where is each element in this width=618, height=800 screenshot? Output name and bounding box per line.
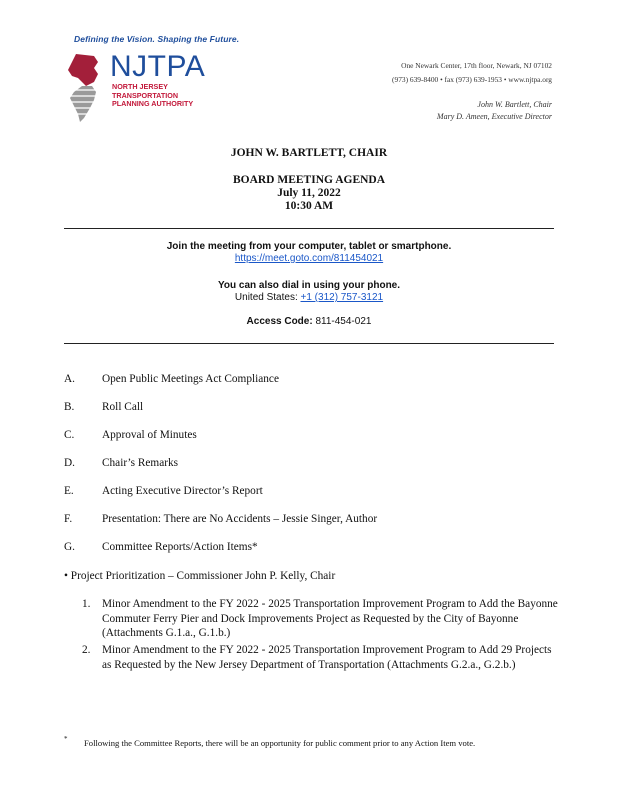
agenda-item-text: Roll Call [102, 401, 144, 413]
agenda-date: July 11, 2022 [277, 187, 341, 199]
divider-bottom [64, 343, 554, 344]
phone-prefix: United States: [234, 292, 298, 303]
agenda-item-text: Chair’s Remarks [102, 457, 179, 469]
subitem-number: 1. [82, 598, 91, 610]
join-computer [0, 241, 618, 265]
address-line-2: (973) 639-8400 • fax (973) 639-1953 • www.njtpa.org [392, 75, 552, 84]
subitem-number: 2. [82, 644, 91, 656]
agenda-item-letter: B. [64, 401, 75, 413]
agenda-subitem [82, 597, 562, 641]
footnote [64, 735, 476, 748]
nj-map-logo-icon [64, 52, 112, 124]
join-phone [0, 280, 618, 304]
join-phone-heading: You can also dial in using your phone. [217, 280, 401, 291]
committee-heading [64, 570, 335, 582]
brand-name: NJTPA [110, 50, 206, 83]
agenda-item-letter: F. [64, 513, 73, 525]
divider-top [64, 228, 554, 229]
footnote-text: Following the Committee Reports, there will be an opportunity for public comment prior to any Action Item vote. [84, 738, 476, 748]
agenda-item-text: Presentation: There are No Accidents – Jessie Singer, Author [102, 513, 378, 525]
access-code-line [0, 316, 618, 328]
access-code-label: Access Code: [246, 316, 313, 327]
agenda-item-letter: E. [64, 485, 74, 497]
phone-number-link[interactable]: +1 (312) 757-3121 [300, 292, 384, 303]
footnote-mark: * [64, 735, 68, 743]
chair-heading: JOHN W. BARTLETT, CHAIR [230, 147, 388, 159]
meeting-link[interactable]: https://meet.goto.com/811454021 [234, 253, 384, 264]
agenda-item-text: Committee Reports/Action Items* [102, 541, 258, 553]
agenda-item-letter: G. [64, 541, 75, 553]
subitem-text: Minor Amendment to the FY 2022 - 2025 Transportation Improvement Program to Add 29 Projects as Requested by the New Jersey Department of Transportation (Attachments G.2.a., G.2.b.) [102, 644, 552, 671]
access-code-value: 811-454-021 [315, 316, 372, 327]
agenda-item-letter: A. [64, 373, 75, 385]
agenda-item-text: Approval of Minutes [102, 429, 197, 441]
officers-block [437, 99, 552, 123]
join-computer-heading: Join the meeting from your computer, tablet or smartphone. [166, 241, 452, 252]
agenda-item-letter: C. [64, 429, 75, 441]
brand-sub-line-2: TRANSPORTATION [112, 90, 179, 100]
contact-address [392, 59, 552, 87]
agenda-item-letter: D. [64, 457, 75, 469]
tagline: Defining the Vision. Shaping the Future. [74, 34, 240, 44]
subitem-text: Minor Amendment to the FY 2022 - 2025 Transportation Improvement Program to Add the Bayonne Commuter Ferry Pier and Dock Improvements Project as Requested by the City of Bayonne (Attachments G.1.a., G.1.b.) [102, 598, 558, 639]
agenda-time: 10:30 AM [284, 200, 334, 212]
agenda-item-text: Acting Executive Director’s Report [102, 485, 263, 497]
bullet-icon: • [64, 570, 68, 582]
agenda-item-text: Open Public Meetings Act Compliance [102, 373, 279, 385]
agenda-title: BOARD MEETING AGENDA [232, 174, 386, 186]
address-line-1: One Newark Center, 17th floor, Newark, NJ 07102 [401, 61, 552, 70]
director-name: Mary D. Ameen, Executive Director [436, 112, 552, 121]
agenda-subitem [82, 643, 562, 672]
chair-name: John W. Bartlett, Chair [477, 100, 552, 109]
agenda-heading [0, 174, 618, 213]
brand-subtitle [112, 83, 193, 109]
brand-sub-line-3: PLANNING AUTHORITY [112, 99, 194, 109]
committee-text: Project Prioritization – Commissioner John P. Kelly, Chair [70, 570, 336, 582]
brand-sub-line-1: NORTH JERSEY [112, 82, 168, 91]
